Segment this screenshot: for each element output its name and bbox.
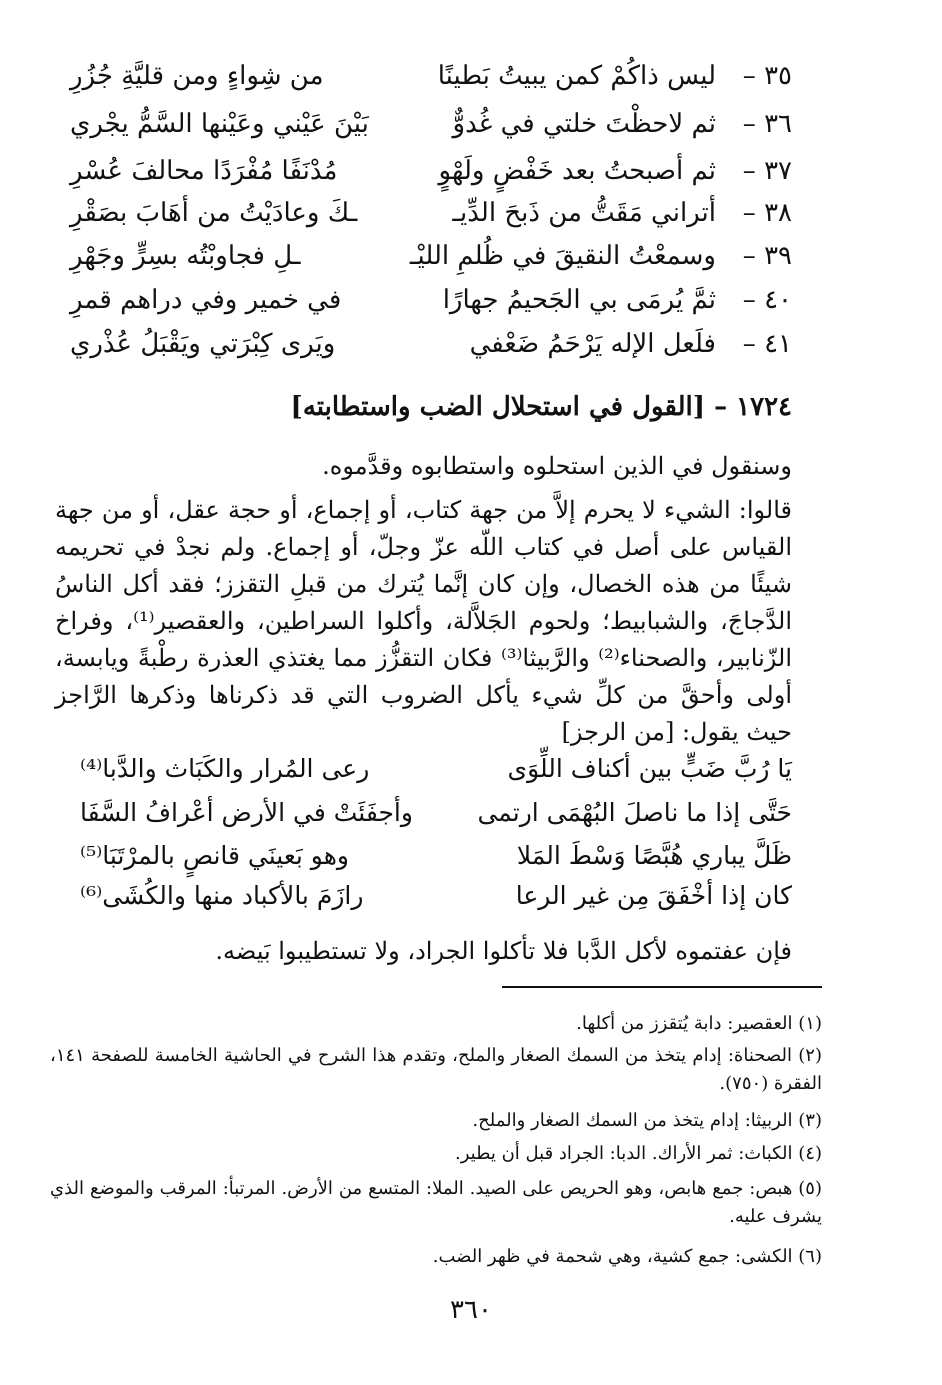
- verse-second-hemistich: ـكَ وعادَيْتُ من أهَابَ بصَقْرِ: [70, 198, 358, 228]
- verse-row: [70, 101, 792, 147]
- rajaz-second-hemistich: رازَمَ بالأكباد منها والكُشَى⁽⁶⁾: [80, 880, 364, 910]
- rajaz-verse-row: [80, 746, 792, 790]
- verse-first-hemistich: ليس ذاكُمْ كمن يبيتُ بَطينًا: [437, 61, 716, 91]
- rajaz-first-hemistich: يَا رُبَّ ضَبٍّ بين أكناف اللِّوَى: [507, 753, 792, 783]
- verse-first-hemistich: ثم أصبحتُ بعد خَفْضٍ ولَهْوٍ: [438, 156, 716, 186]
- verse-second-hemistich: ويَرى كِبْرَتي ويَقْبَلُ عُذْري: [70, 329, 336, 359]
- page-number: ٣٦٠: [450, 1295, 492, 1325]
- verse-row: [70, 321, 792, 367]
- verse-number: ٣٧ –: [742, 156, 792, 186]
- footnote-separator: [502, 986, 822, 988]
- verse-second-hemistich: من شِواءٍ ومن قليَّةِ جُزُرِ: [70, 61, 324, 91]
- verse-row: [70, 148, 792, 194]
- closing-sentence: فإن عفتموه لأكل الدَّبا فلا تأكلوا الجراد، ولا تستطيبوا بَيضه.: [215, 937, 792, 965]
- intro-paragraph: وسنقول في الذين استحلوه واستطابوه وقدَّموه.: [322, 452, 792, 480]
- rajaz-first-hemistich: ظَلَّ يباري هُبَّصًا وَسْطَ المَلا: [516, 840, 792, 870]
- rajaz-second-hemistich: رعى المُرار والكَبَاث والدَّبا⁽⁴⁾: [80, 753, 370, 783]
- verse-number: ٣٦ –: [742, 109, 792, 139]
- verse-first-hemistich: وسمعْتُ النقيقَ في ظُلمِ الليْـ: [409, 241, 716, 271]
- verse-row: [70, 277, 792, 323]
- rajaz-first-hemistich: كان إذا أخْفَقَ مِن غير الرعا: [515, 880, 792, 910]
- footnote: (١) العقصير: دابة يُتقزز من أكلها.: [576, 1013, 822, 1034]
- verse-number: ٤٠ –: [742, 285, 792, 315]
- verse-second-hemistich: مُدْنَفًا مُفْرَدًا محالفَ عُسْرِ: [70, 156, 338, 186]
- rajaz-verse-row: [80, 790, 792, 834]
- verse-row: [70, 190, 792, 236]
- rajaz-verse-row: [80, 873, 792, 917]
- verse-number: ٤١ –: [742, 329, 792, 359]
- body-paragraph: قالوا: الشيء لا يحرم إلاَّ من جهة كتاب، أو إجماع، أو حجة عقل، أو من جهة القياس على أصل في كتاب اللّه عزّ وجلّ، أو إجماع. ولم نجدْ في تحريمه شيئًا من هذه الخصال، وإن كان إنَّما يُترك من قبلِ التقزز؛ فقد أكل الناسُ الدَّجاجَ، والشبابيط؛ ولحوم الجَلاَّلة، وأكلوا السراطين، والعقصير⁽¹⁾، وفراخ الزّنابير، والصحناء⁽²⁾ والرَّبيثا⁽³⁾ فكان التقزُّز مما يغتذي العذرة رطْبةً ويابسة، أولى وأحقَّ من كلِّ شيء يأكل الضروب التي قد ذكرناها وذكرها الرَّاجز حيث يقول: [من الرجز]: [55, 496, 793, 746]
- footnote: (٦) الكشى: جمع كشية، وهي شحمة في ظهر الضب.: [432, 1246, 822, 1267]
- footnote: (٣) الربيثا: إدام يتخذ من السمك الصغار والملح.: [472, 1110, 822, 1131]
- rajaz-first-hemistich: حَتَّى إذا ما ناصلَ البُهْمَى ارتمى: [477, 797, 792, 827]
- footnote: (٤) الكباث: ثمر الأراك. الدبا: الجراد قبل أن يطير.: [454, 1143, 822, 1164]
- verse-second-hemistich: بَيْنَ عَيْني وعَيْنها السَّمُّ يجْري: [70, 109, 369, 139]
- footnote: (٥) هبص: جمع هابص، وهو الحريص على الصيد. الملا: المتسع من الأرض. المرتبأ: المرقب والموضع الذي يشرف عليه.: [50, 1178, 822, 1227]
- verse-first-hemistich: ثمَّ يُرمَى بي الجَحيمُ جهارًا: [442, 285, 716, 315]
- verse-number: ٣٩ –: [742, 241, 792, 271]
- section-heading: ١٧٢٤ – [القول في استحلال الضب واستطابته]: [290, 392, 792, 422]
- rajaz-second-hemistich: وأجفَئَتْ في الأرض أعْرافُ السَّفَا: [80, 797, 413, 827]
- verse-first-hemistich: ثم لاحظْتَ خلتي في غُدوٌّ: [452, 109, 716, 139]
- verse-number: ٣٨ –: [742, 198, 792, 228]
- rajaz-second-hemistich: وهو بَعينَي قانصٍ بالمرْتَبَا⁽⁵⁾: [80, 840, 349, 870]
- verse-first-hemistich: فلَعل الإله يَرْحَمُ ضَعْفي: [469, 329, 716, 359]
- verse-first-hemistich: أتراني مَقَتُّ من ذَبحَ الدِّيـ: [452, 198, 716, 228]
- footnote: (٢) الصحناة: إدام يتخذ من السمك الصغار والملح، وتقدم هذا الشرح في الحاشية الخامسة للصفحة ١٤١، الفقرة (٧٥٠).: [50, 1045, 822, 1094]
- verse-row: [70, 233, 792, 279]
- rajaz-verse-row: [80, 833, 792, 877]
- verse-number: ٣٥ –: [742, 61, 792, 91]
- verse-second-hemistich: ـلِ فجاوبْتُه بسِرٍّ وجَهْرِ: [70, 241, 301, 271]
- verse-row: [70, 53, 792, 99]
- verse-second-hemistich: في خمير وفي دراهم قمرِ: [70, 285, 342, 315]
